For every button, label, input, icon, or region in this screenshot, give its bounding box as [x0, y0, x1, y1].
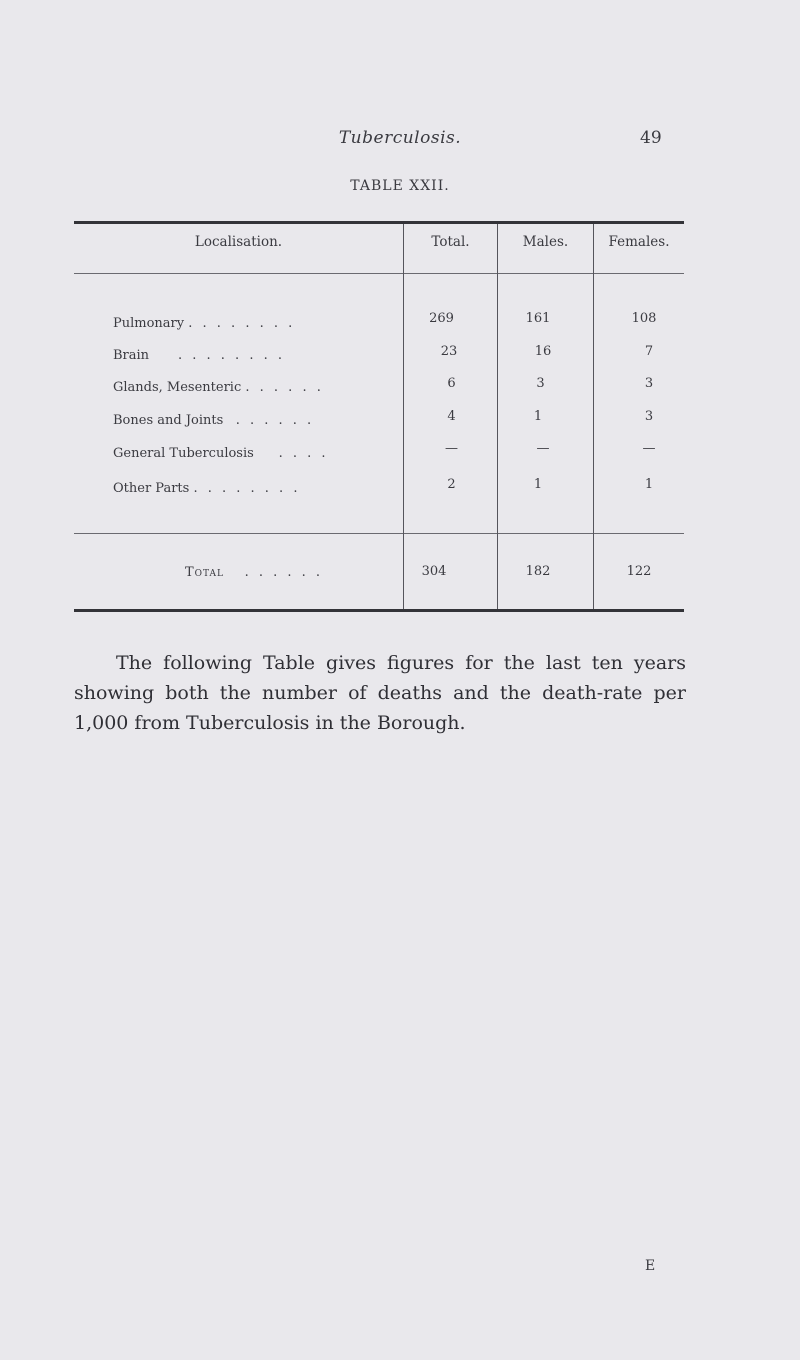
cell-males: 3 [536, 376, 545, 391]
cell-males: 182 [525, 564, 551, 579]
row-label: General Tuberculosis . . . . [113, 446, 329, 461]
column-header-localisation: Localisation. [194, 234, 283, 250]
cell-males: 1 [533, 409, 543, 424]
cell-total: 304 [421, 564, 447, 579]
leader-dots: . . . . . . . . [188, 316, 296, 331]
cell-females: 3 [644, 376, 654, 391]
leader-dots: . . . . . . . . [178, 348, 285, 363]
leader-dots: . . . . . . . . [193, 481, 301, 496]
table-caption: TABLE XXII. [350, 178, 450, 194]
cell-total: 4 [447, 409, 456, 424]
cell-total: — [445, 441, 458, 456]
leader-dots: . . . . . . [245, 380, 324, 395]
leader-dots: . . . . . . [244, 565, 324, 580]
cell-females: 122 [626, 564, 652, 579]
row-label: Brain . . . . . . . . [113, 348, 285, 363]
cell-males: — [536, 441, 550, 456]
cell-total: 2 [447, 477, 456, 492]
page-number: 49 [640, 128, 662, 148]
cell-males: 16 [534, 344, 552, 359]
page-signature: E [645, 1258, 656, 1274]
leader-dots: . . . . [278, 446, 329, 461]
total-label: Total . . . . . . [185, 565, 324, 580]
cell-males: 1 [533, 477, 543, 492]
body-paragraph: The following Table gives figures for the last ten years showing both the number of deaths and the death-rate per 1,000 from Tuberculosis in the Borough. [74, 652, 686, 734]
column-header-females: Females. [608, 234, 670, 250]
row-label: Pulmonary . . . . . . . . [113, 316, 296, 331]
page-title: Tuberculosis. [338, 128, 462, 148]
cell-total: 6 [447, 376, 456, 391]
cell-females: 108 [631, 311, 657, 326]
leader-dots: . . . . . . [235, 413, 315, 428]
row-label: Glands, Mesenteric . . . . . . [113, 380, 324, 395]
column-header-total: Total. [431, 234, 470, 250]
cell-total: 23 [440, 344, 458, 359]
cell-females: 1 [644, 477, 654, 492]
cell-total: 269 [429, 311, 454, 326]
cell-females: 3 [644, 409, 654, 424]
row-label: Other Parts . . . . . . . . [113, 481, 301, 496]
cell-females: — [642, 441, 656, 456]
cell-females: 7 [644, 344, 654, 359]
row-label: Bones and Joints . . . . . . [113, 413, 315, 428]
cell-males: 161 [525, 311, 551, 326]
table-bottom-rule [74, 609, 684, 612]
column-header-males: Males. [522, 234, 569, 250]
